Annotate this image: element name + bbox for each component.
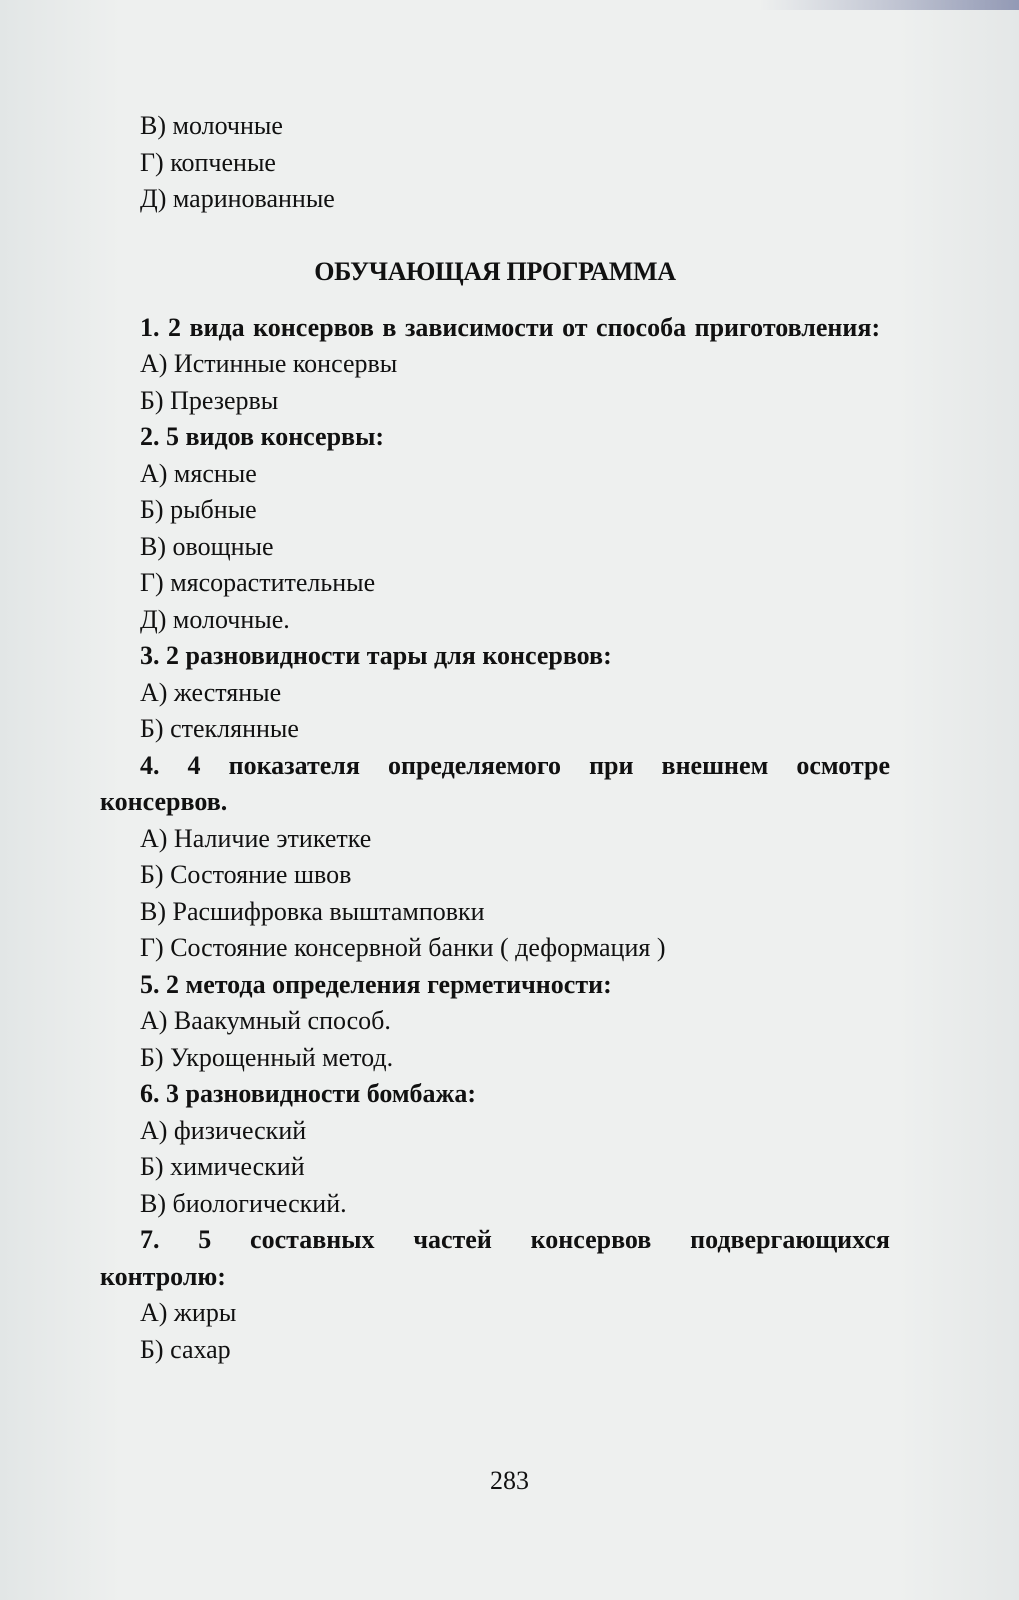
- answer-item: А) Ваакумный способ.: [140, 1006, 391, 1035]
- answer-item: Б) рыбные: [140, 495, 257, 524]
- answer-item: В) овощные: [140, 531, 274, 561]
- answer-item: Г) мясорастительные: [140, 568, 376, 597]
- answer-item: В) биологический.: [140, 1188, 347, 1218]
- answer-item: А) мясные: [140, 458, 257, 488]
- question-title: 7. 5 составных частей консервов подвергающихся контролю:: [100, 1225, 890, 1291]
- answer-item: А) физический: [140, 1115, 307, 1145]
- question-title: 2. 5 видов консервы:: [140, 422, 385, 451]
- page-number: 283: [490, 1466, 529, 1495]
- answer-item: В) Расшифровка выштамповки: [140, 896, 485, 926]
- question-block: [100, 1222, 890, 1368]
- question-title: 5. 2 метода определения герметичности:: [140, 969, 612, 999]
- answer-item: Б) сахар: [140, 1334, 231, 1364]
- scan-edge: [759, 0, 1019, 10]
- answer-item: Б) стеклянные: [140, 714, 299, 743]
- answer-item: Д) молочные.: [140, 604, 290, 634]
- answer-item: Б) Состояние швов: [140, 860, 352, 889]
- question-block: [100, 1076, 890, 1222]
- answer-item: Г) Состояние консервной банки ( деформация ): [140, 933, 666, 962]
- answer-item: А) Истинные консервы: [140, 349, 398, 378]
- answer-item: Б) Укрощенный метод.: [140, 1042, 394, 1072]
- section-heading: ОБУЧАЮЩАЯ ПРОГРАММА: [314, 256, 676, 286]
- question-block: [100, 419, 890, 638]
- question-block: [100, 310, 890, 420]
- answer-item: А) Наличие этикетке: [140, 823, 372, 853]
- page-content: [100, 108, 890, 1368]
- list-item: В) молочные: [140, 111, 283, 140]
- question-title: 1. 2 вида консервов в зависимости от способа приготовления:: [140, 312, 881, 342]
- answer-item: А) жестяные: [140, 677, 282, 707]
- answer-item: А) жиры: [140, 1298, 237, 1327]
- question-title: 3. 2 разновидности тары для консервов:: [140, 641, 612, 670]
- question-title: 6. 3 разновидности бомбажа:: [140, 1079, 477, 1108]
- question-block: [100, 638, 890, 748]
- question-title: 4. 4 показателя определяемого при внешнем осмотре консервов.: [100, 750, 890, 816]
- list-item: Г) копченые: [140, 147, 276, 177]
- previous-answers: [100, 108, 890, 218]
- list-item: Д) маринованные: [140, 184, 335, 213]
- answer-item: Б) химический: [140, 1152, 305, 1181]
- question-block: [100, 748, 890, 967]
- question-block: [100, 967, 890, 1077]
- answer-item: Б) Презервы: [140, 385, 279, 415]
